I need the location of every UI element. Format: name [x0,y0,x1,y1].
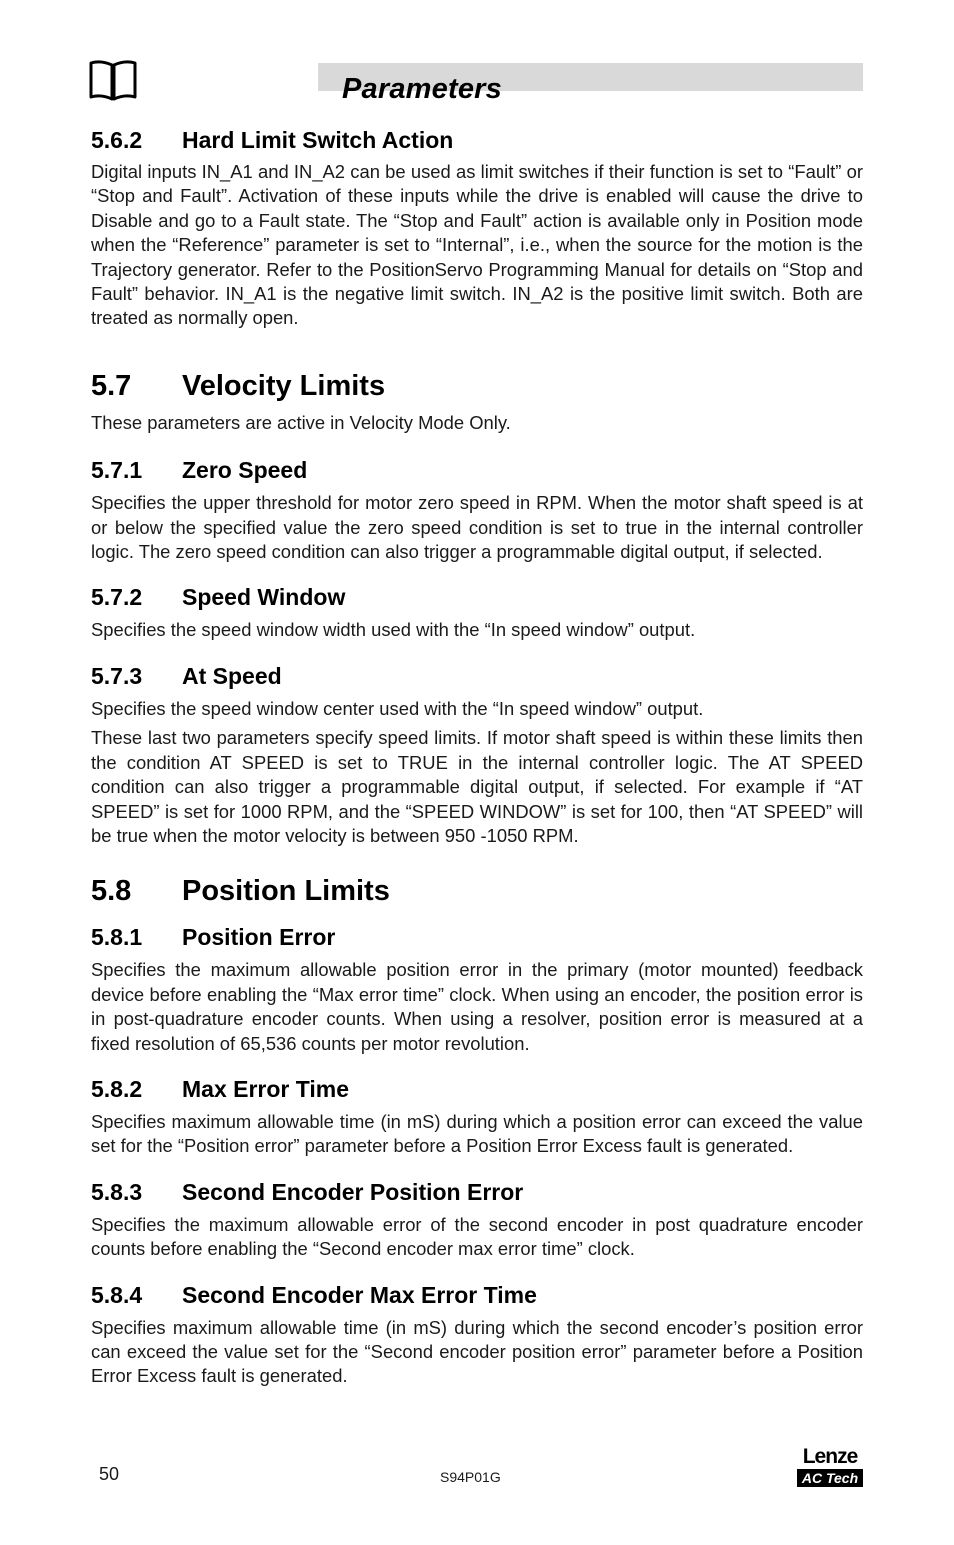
section-number: 5.8.1 [91,924,143,951]
section-title: Second Encoder Max Error Time [182,1281,537,1308]
paragraph: Specifies the speed window width used with the “In speed window” output. [91,619,696,641]
section-number: 5.6.2 [91,127,143,153]
section-title: Zero Speed [182,457,308,484]
paragraph: These parameters are active in Velocity Mode Only. [91,411,511,433]
section-title: Speed Window [182,584,346,611]
paragraph: These last two parameters specify speed limits. If motor shaft speed is within these limits then the condition AT SPEED is set to TRUE in the internal controller logic. The AT SPEED condition can also trigger a programmable digital output, if selected. For example if “AT SPEED” is set for 1000 RPM, and the “SPEED WINDOW” is set for 100, then “AT SPEED” will be true when the motor velocity is between 950 -1050 RPM. [91,727,863,846]
section-title: At Speed [182,662,282,689]
page-number: 50 [99,1464,120,1484]
section-heading-5-8-4 [91,1281,863,1309]
book-icon [88,60,138,102]
section-number: 5.8.4 [91,1281,143,1308]
section-number: 5.8.3 [91,1178,143,1205]
page-content [91,126,863,1389]
page-title: Parameters [342,73,502,105]
paragraph: Specifies maximum allowable time (in mS) during which a position error can exceed the value set for the “Position error” parameter before a Position Error Excess fault is generated. [91,1110,863,1157]
section-heading-5-8-1 [91,923,863,951]
section-title: Second Encoder Position Error [182,1178,524,1205]
section-number: 5.7.1 [91,457,143,484]
paragraph: Digital inputs IN_A1 and IN_A2 can be used as limit switches if their function is set to “Fault” or “Stop and Fault”. Activation of these inputs while the drive is enabled will cause the drive to Disable and go to a Fault state. The “Stop and Fault” action is available only in Position mode when the “Reference” parameter is set to “Internal”, i.e., when the source for the motion is the Trajectory generator. Refer to the PositionServo Programming Manual for details on “Stop and Fault” behavior. IN_A1 is the negative limit switch. IN_A2 is the positive limit switch. Both are treated as normally open. [91,161,863,329]
section-title: Velocity Limits [182,369,386,402]
lenze-ac-tech-logo [797,1446,863,1488]
section-heading-5-8-3 [91,1178,863,1206]
section-title: Position Error [182,924,336,951]
logo-subbrand-text: AC Tech [797,1469,863,1487]
section-number: 5.7.3 [91,662,143,689]
section-heading-5-7-2 [91,583,863,611]
paragraph: Specifies maximum allowable time (in mS) during which the second encoder’s position error can exceed the value set for the “Second encoder position error” parameter before a Position Error Excess fault is generated. [91,1316,863,1387]
section-number: 5.7 [91,369,132,402]
section-title: Hard Limit Switch Action [182,127,454,153]
section-title: Position Limits [182,875,390,908]
section-heading-5-8-2 [91,1075,863,1103]
section-number: 5.7.2 [91,584,143,611]
paragraph: Specifies the speed window center used with the “In speed window” output. [91,697,704,719]
section-number: 5.8 [91,875,132,908]
section-number: 5.8.2 [91,1075,143,1102]
section-title: Max Error Time [182,1075,350,1102]
section-heading-5-7-1 [91,456,863,484]
section-heading-5-6-2 [91,126,863,154]
paragraph: Specifies the upper threshold for motor zero speed in RPM. When the motor shaft speed is at or below the specified value the zero speed condition is set to true in the internal controller logic. The zero speed condition can also trigger a programmable digital output, if selected. [91,492,863,563]
logo-brand-text: Lenze [802,1445,858,1468]
section-heading-5-8 [91,874,863,908]
section-heading-5-7 [91,369,863,403]
section-heading-5-7-3 [91,662,863,690]
document-code: S94P01G [440,1469,501,1485]
paragraph: Specifies the maximum allowable position error in the primary (motor mounted) feedback device before enabling the “Max error time” clock. When using an encoder, the position error is in post-quadrature encoder counts. When using a resolver, position error is measured at a fixed resolution of 65,536 counts per motor revolution. [91,959,863,1054]
paragraph: Specifies the maximum allowable error of the second encoder in post quadrature encoder counts before enabling the “Second encoder max error time” clock. [91,1213,863,1260]
